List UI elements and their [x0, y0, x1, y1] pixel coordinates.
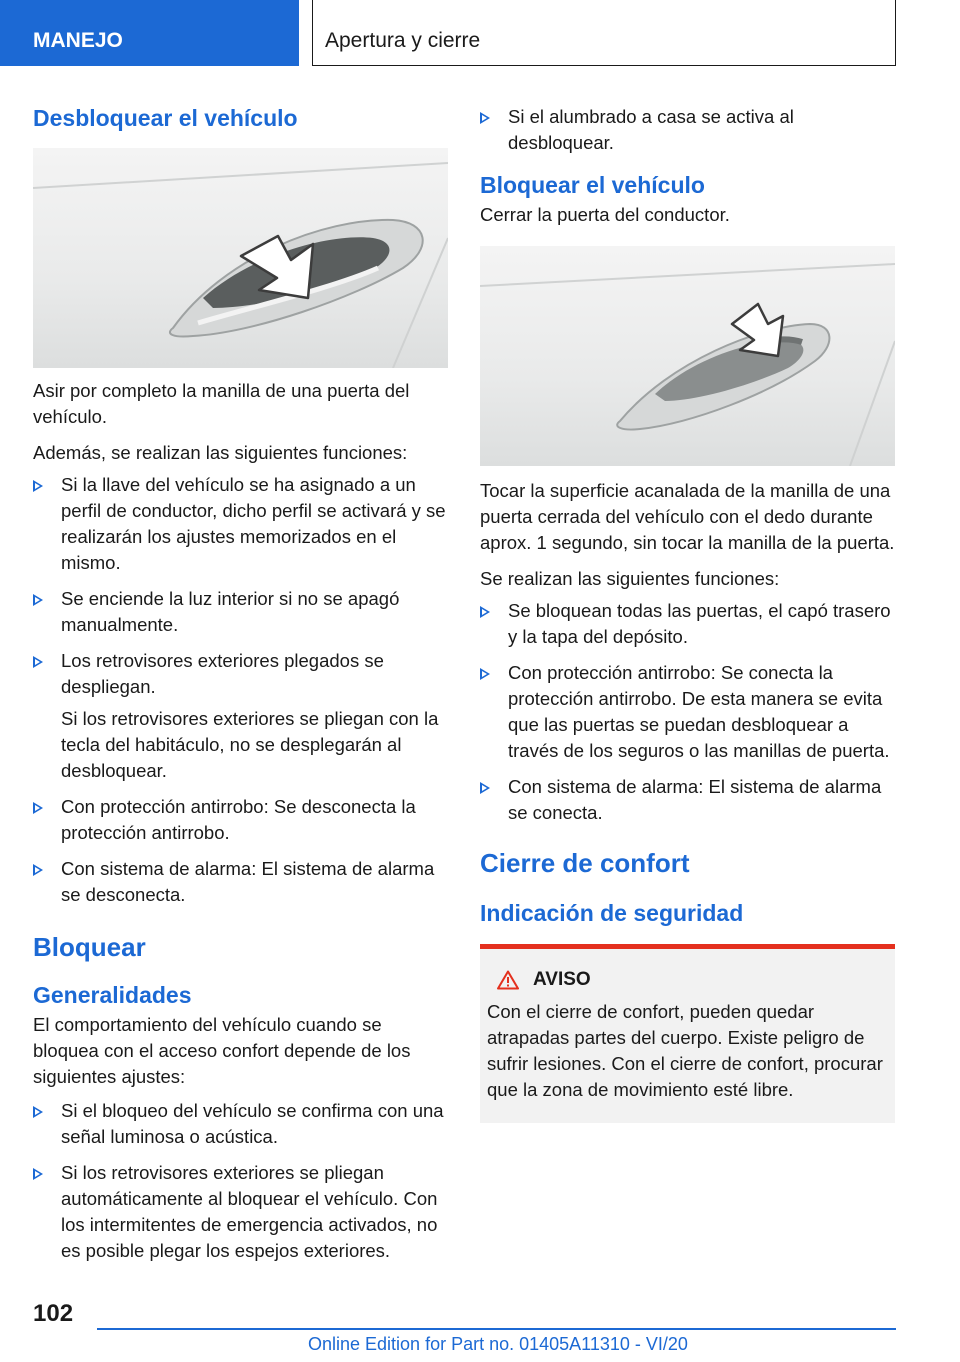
- edition-text: Online Edition for Part no. 01405A11310 - VI/20: [308, 1334, 688, 1354]
- chapter-title: Apertura y cierre: [312, 0, 896, 66]
- heading-lock-vehicle: Bloquear el vehículo: [480, 172, 705, 198]
- right-column: [480, 100, 895, 1123]
- list-item-text: Con sistema de alarma: El sistema de alarma se desconecta.: [61, 858, 435, 905]
- page-header: [0, 0, 960, 66]
- paragraph-functions-intro: Además, se realizan las siguientes funciones:: [33, 442, 408, 463]
- triangle-bullet-icon: [33, 1106, 43, 1118]
- list-item: [33, 648, 448, 784]
- heading-general: Generalidades: [33, 982, 192, 1008]
- unlock-functions-list: [33, 472, 448, 908]
- warning-triangle-icon: [497, 970, 519, 990]
- lock-settings-list: [33, 1098, 448, 1264]
- heading-unlock-vehicle: Desbloquear el vehículo: [33, 105, 298, 131]
- triangle-bullet-icon: [33, 802, 43, 814]
- list-item: [480, 660, 895, 764]
- triangle-bullet-icon: [480, 782, 490, 794]
- triangle-bullet-icon: [480, 606, 490, 618]
- list-item-text: Con sistema de alarma: El sistema de alarma se conecta.: [508, 776, 882, 823]
- door-handle-unlock-image: [33, 148, 448, 368]
- triangle-bullet-icon: [480, 112, 490, 124]
- list-item: [480, 598, 895, 650]
- list-item: [33, 856, 448, 908]
- list-item-text: Si la llave del vehículo se ha asignado a un perfil de conductor, dicho perfil se activará y se realizarán los ajustes memorizados en el mismo.: [61, 474, 446, 573]
- list-item-text: Si el bloqueo del vehículo se confirma con una señal luminosa o acústica.: [61, 1100, 444, 1147]
- heading-comfort-closing: Cierre de confort: [480, 848, 690, 878]
- triangle-bullet-icon: [33, 656, 43, 668]
- unlock-functions-continued: [480, 104, 895, 156]
- list-item-text: Si el alumbrado a casa se activa al desbloquear.: [508, 106, 794, 153]
- lock-functions-list: [480, 598, 895, 826]
- list-item: [480, 774, 895, 826]
- footer-divider: [97, 1328, 896, 1330]
- left-column: [33, 100, 448, 1274]
- paragraph-grip-handle: Asir por completo la manilla de una puerta del vehículo.: [33, 380, 410, 427]
- door-handle-lock-image: [480, 246, 895, 466]
- warning-box: [480, 944, 895, 1123]
- triangle-bullet-icon: [33, 1168, 43, 1180]
- triangle-bullet-icon: [33, 594, 43, 606]
- list-item-text: Se enciende la luz interior si no se apagó manualmente.: [61, 588, 400, 635]
- paragraph-functions-intro-2: Se realizan las siguientes funciones:: [480, 568, 780, 589]
- paragraph-comfort-access: El comportamiento del vehículo cuando se bloquea con el acceso confort depende de los siguientes ajustes:: [33, 1014, 411, 1087]
- list-item: [480, 104, 895, 156]
- heading-lock: Bloquear: [33, 932, 146, 962]
- triangle-bullet-icon: [480, 668, 490, 680]
- list-item: [33, 472, 448, 576]
- door-handle-illustration: [480, 246, 895, 466]
- section-tab: MANEJO: [0, 0, 299, 66]
- list-item: [33, 586, 448, 638]
- list-item-text: Se bloquean todas las puertas, el capó trasero y la tapa del depósito.: [508, 600, 891, 647]
- warning-label: AVISO: [533, 969, 591, 990]
- list-item: [33, 1160, 448, 1264]
- heading-safety-note: Indicación de seguridad: [480, 900, 744, 926]
- triangle-bullet-icon: [33, 480, 43, 492]
- list-item-text: Con protección antirrobo: Se desconecta la protección antirrobo.: [61, 796, 416, 843]
- list-item-text: Si los retrovisores exteriores se pliegan automáticamente al bloquear el vehículo. Con los intermitentes de emergencia activados, no es posible plegar los espejos exteriores.: [61, 1162, 438, 1261]
- list-item-text: Los retrovisores exteriores plegados se despliegan.: [61, 650, 384, 697]
- paragraph-touch-handle: Tocar la superficie acanalada de la manilla de una puerta cerrada del vehículo con el dedo durante aprox. 1 segundo, sin tocar la manilla de la puerta.: [480, 480, 895, 553]
- triangle-bullet-icon: [33, 864, 43, 876]
- list-item-subtext: Si los retrovisores exteriores se pliegan con la tecla del habitáculo, no se desplegarán al desbloquear.: [61, 708, 439, 781]
- warning-header: [487, 969, 885, 991]
- paragraph-close-door: Cerrar la puerta del conductor.: [480, 204, 730, 225]
- list-item: [33, 1098, 448, 1150]
- list-item-text: Con protección antirrobo: Se conecta la protección antirrobo. De esta manera se evita que las puertas se puedan desbloquear a través de los seguros o las manillas de puerta.: [508, 662, 890, 761]
- page-number: 102: [33, 1300, 74, 1327]
- warning-text: Con el cierre de confort, pueden quedar atrapadas partes del cuerpo. Existe peligro de sufrir lesiones. Con el cierre de confort, procurar que la zona de movimiento esté libre.: [487, 1001, 883, 1100]
- door-handle-illustration: [33, 148, 448, 368]
- list-item: [33, 794, 448, 846]
